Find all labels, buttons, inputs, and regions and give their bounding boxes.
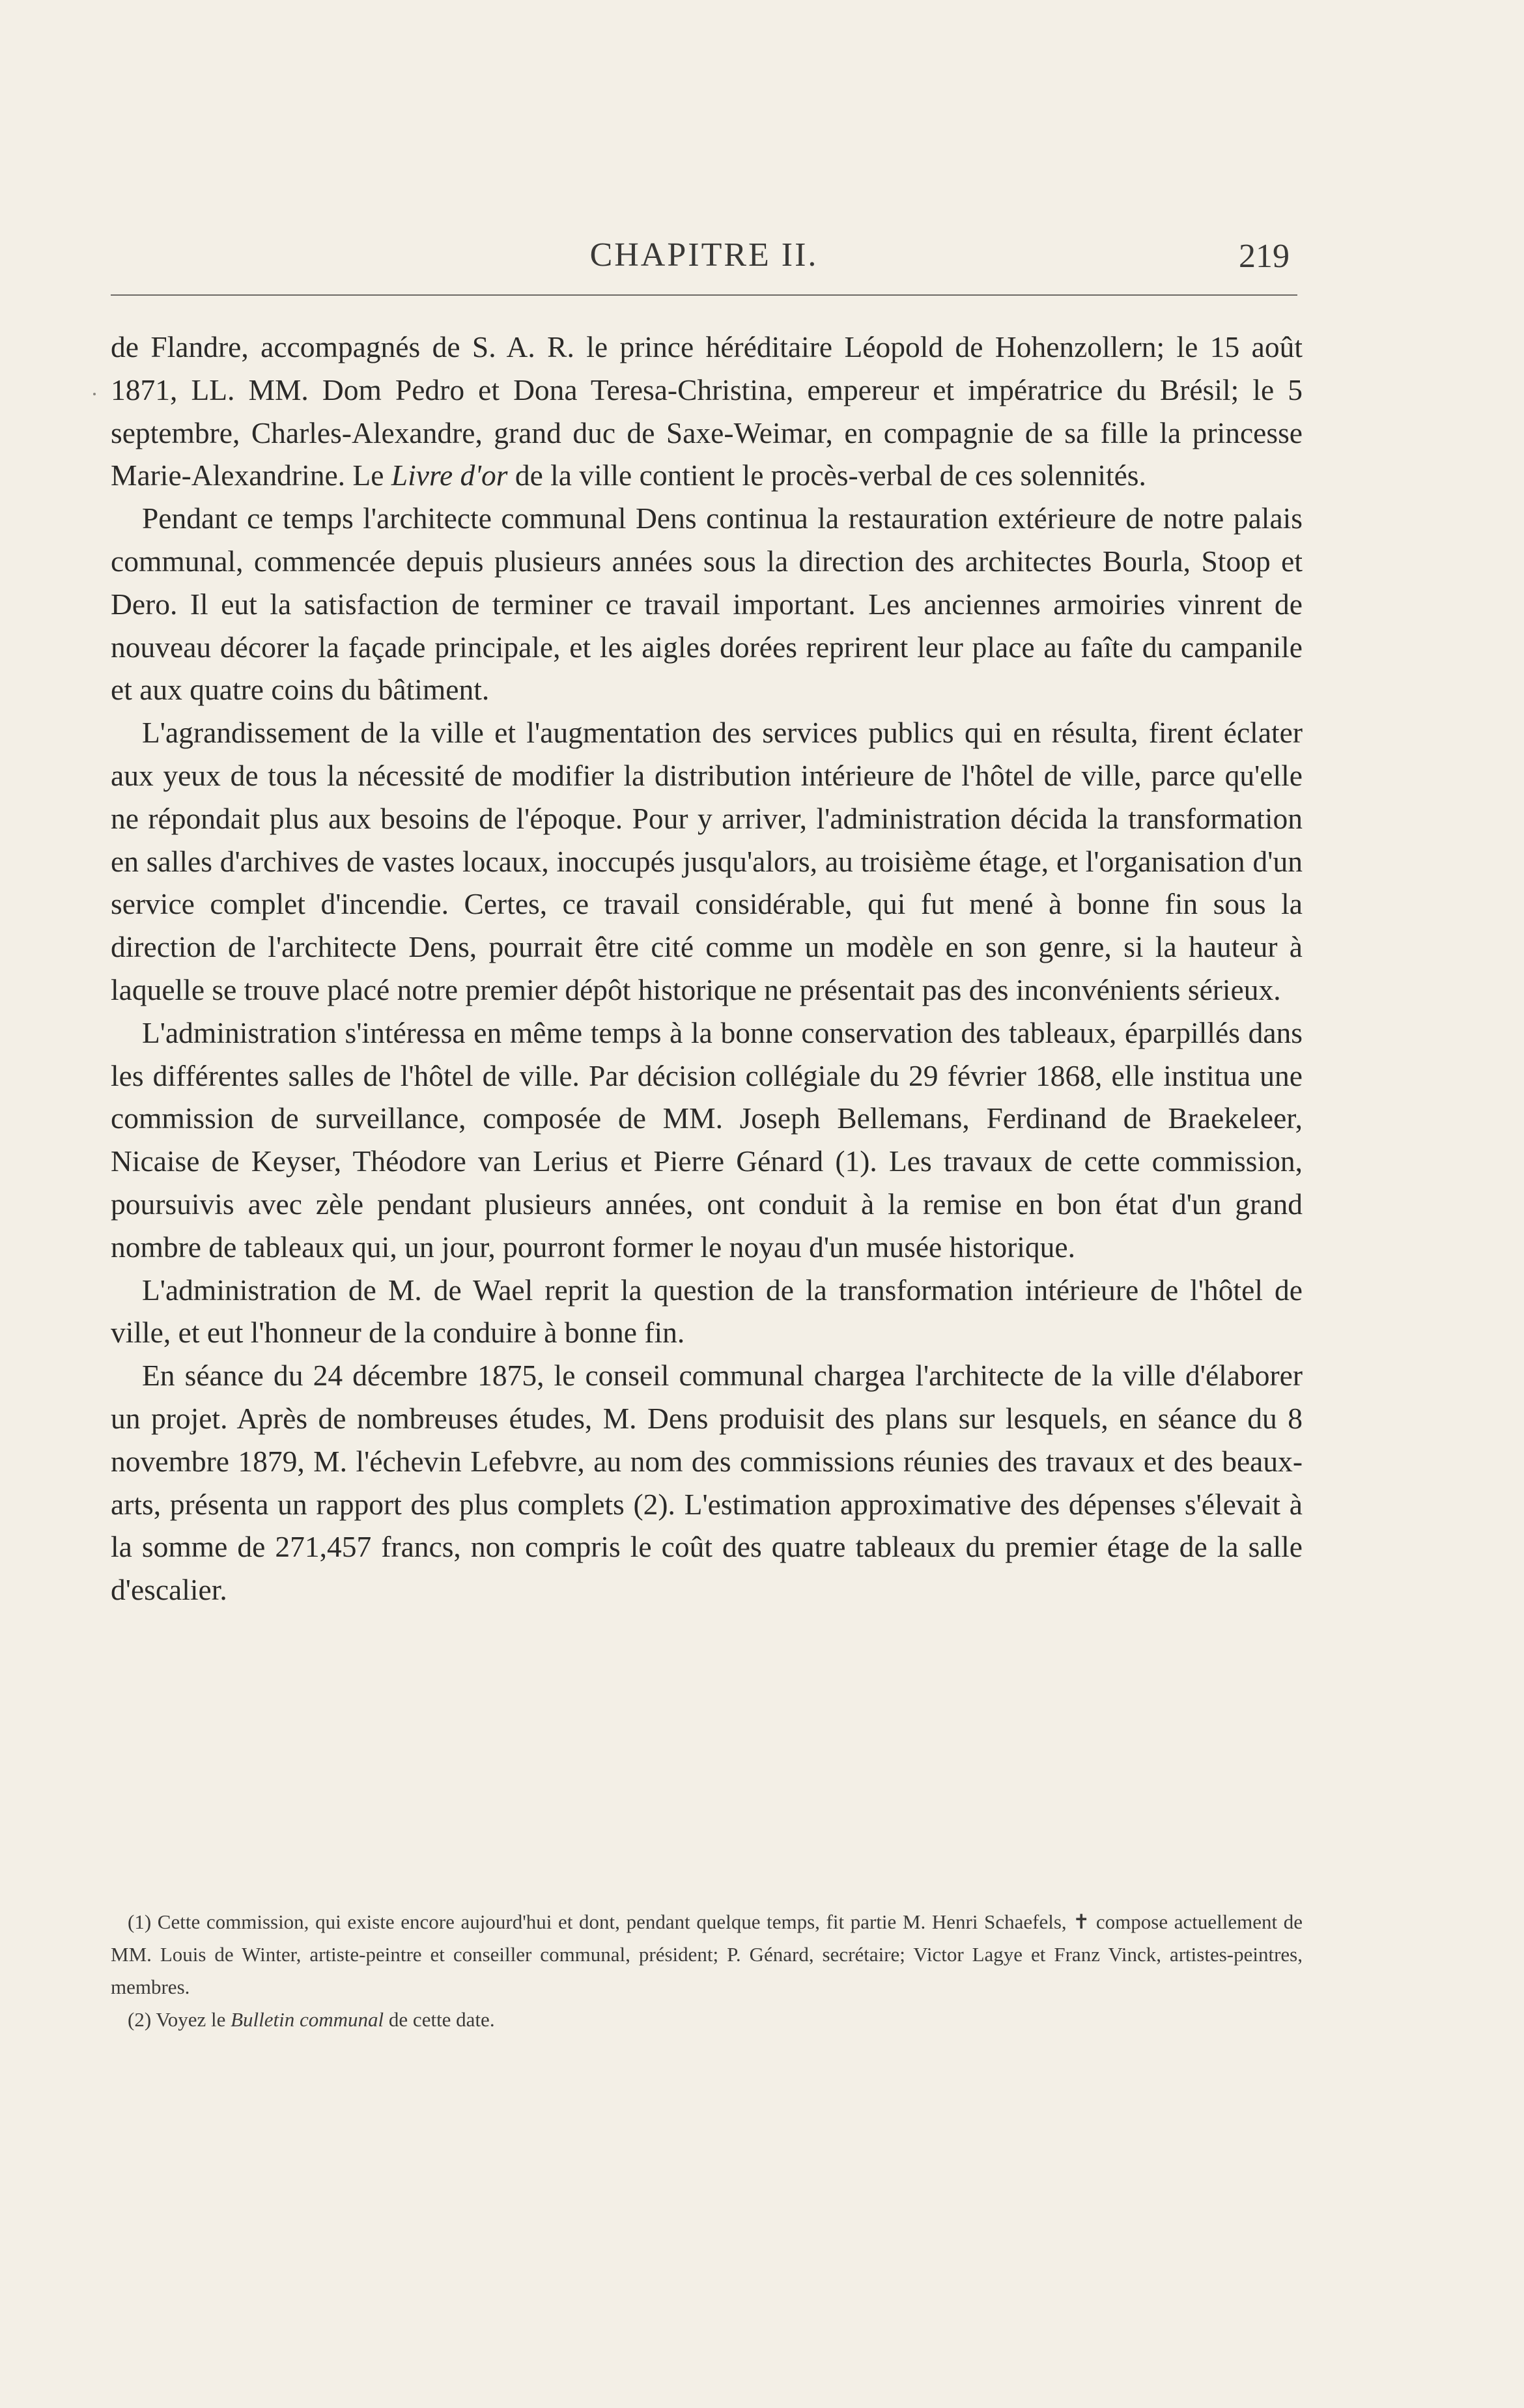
page-number: 219 bbox=[1239, 238, 1290, 275]
footnotes bbox=[111, 1906, 1303, 2036]
livre-dor-title: Livre d'or bbox=[391, 459, 508, 492]
paragraph-4: L'administration s'intéressa en même temps à la bonne conservation des tableaux, éparpillés dans les différentes salles de l'hôtel de ville. Par décision collégiale du 29 février 1868, elle institua une commission de surveillance, composée de MM. Joseph Bellemans, Ferdinand de Braekeleer, Nicaise de Keyser, Théodore van Lerius et Pierre Génard (1). Les travaux de cette commission, poursuivis avec zèle pendant plusieurs années, ont conduit à la remise en bon état d'un grand nombre de tableaux qui, un jour, pourront former le noyau d'un musée historique. bbox=[111, 1015, 1303, 1264]
body-text bbox=[111, 326, 1303, 1611]
footnote-2-text: (2) Voyez le bbox=[128, 2008, 231, 2031]
paragraph-5: L'administration de M. de Wael reprit la question de la transformation intérieure de l'hôtel de ville, et eut l'honneur de la conduire à bonne fin. bbox=[111, 1273, 1303, 1350]
bulletin-title: Bulletin communal bbox=[231, 2008, 384, 2031]
paragraph-1 bbox=[111, 326, 1303, 497]
running-header bbox=[111, 236, 1297, 281]
footnote-2-end: de cette date. bbox=[384, 2008, 495, 2031]
chapter-title: CHAPITRE II. bbox=[589, 236, 819, 274]
footnote-1: (1) Cette commission, qui existe encore aujourd'hui et dont, pendant quelque temps, fit partie M. Henri Schaefels, ✝ compose actuellement de MM. Louis de Winter, artiste-peintre et conseiller communal, président; P. Génard, secrétaire; Victor Lagye et Franz Vinck, artistes-peintres, membres. bbox=[111, 1910, 1303, 1998]
paragraph-1-text: de Flandre, accompagnés de S. A. R. le prince héréditaire Léopold de Hohenzollern; le 15 août 1871, LL. MM. Dom Pedro et Dona Teresa-Christina, empereur et impératrice du Brésil; le 5 septembre, Charles-Alexandre, grand duc de Saxe-Weimar, en compagnie de sa fille la princesse Marie-Alexandrine. Le bbox=[111, 330, 1303, 492]
paragraph-2: Pendant ce temps l'architecte communal Dens continua la restauration extérieure de notre palais communal, commencée depuis plusieurs années sous la direction des architectes Bourla, Stoop et Dero. Il eut la satisfaction de terminer ce travail important. Les anciennes armoiries vinrent de nouveau décorer la façade principale, et les aigles dorées reprirent leur place au faîte du campanile et aux quatre coins du bâtiment. bbox=[111, 502, 1303, 707]
margin-speck bbox=[93, 393, 96, 395]
paragraph-6: En séance du 24 décembre 1875, le conseil communal chargea l'architecte de la ville d'élaborer un projet. Après de nombreuses études, M. Dens produisit des plans sur lesquels, en séance du 8 novembre 1879, M. l'échevin Lefebvre, au nom des commissions réunies des travaux et des beaux-arts, présenta un rapport des plus complets (2). L'estimation approximative des dépenses s'élevait à la somme de 271,457 francs, non compris le coût des quatre tableaux du premier étage de la salle d'escalier. bbox=[111, 1359, 1303, 1607]
paragraph-3: L'agrandissement de la ville et l'augmentation des services publics qui en résulta, firent éclater aux yeux de tous la nécessité de modifier la distribution intérieure de l'hôtel de ville, parce qu'elle ne répondait plus aux besoins de l'époque. Pour y arriver, l'administration décida la transformation en salles d'archives de vastes locaux, inoccupés jusqu'alors, au troisième étage, et l'organisation d'un service complet d'incendie. Certes, ce travail considérable, qui fut mené à bonne fin sous la direction de l'architecte Dens, pourrait être cité comme un modèle en son genre, si la hauteur à laquelle se trouve placé notre premier dépôt historique ne présentait pas des inconvénients sérieux. bbox=[111, 716, 1303, 1006]
paragraph-1-end: de la ville contient le procès-verbal de ces solennités. bbox=[507, 459, 1146, 492]
footnote-2 bbox=[111, 2004, 1303, 2036]
header-rule bbox=[111, 294, 1297, 296]
